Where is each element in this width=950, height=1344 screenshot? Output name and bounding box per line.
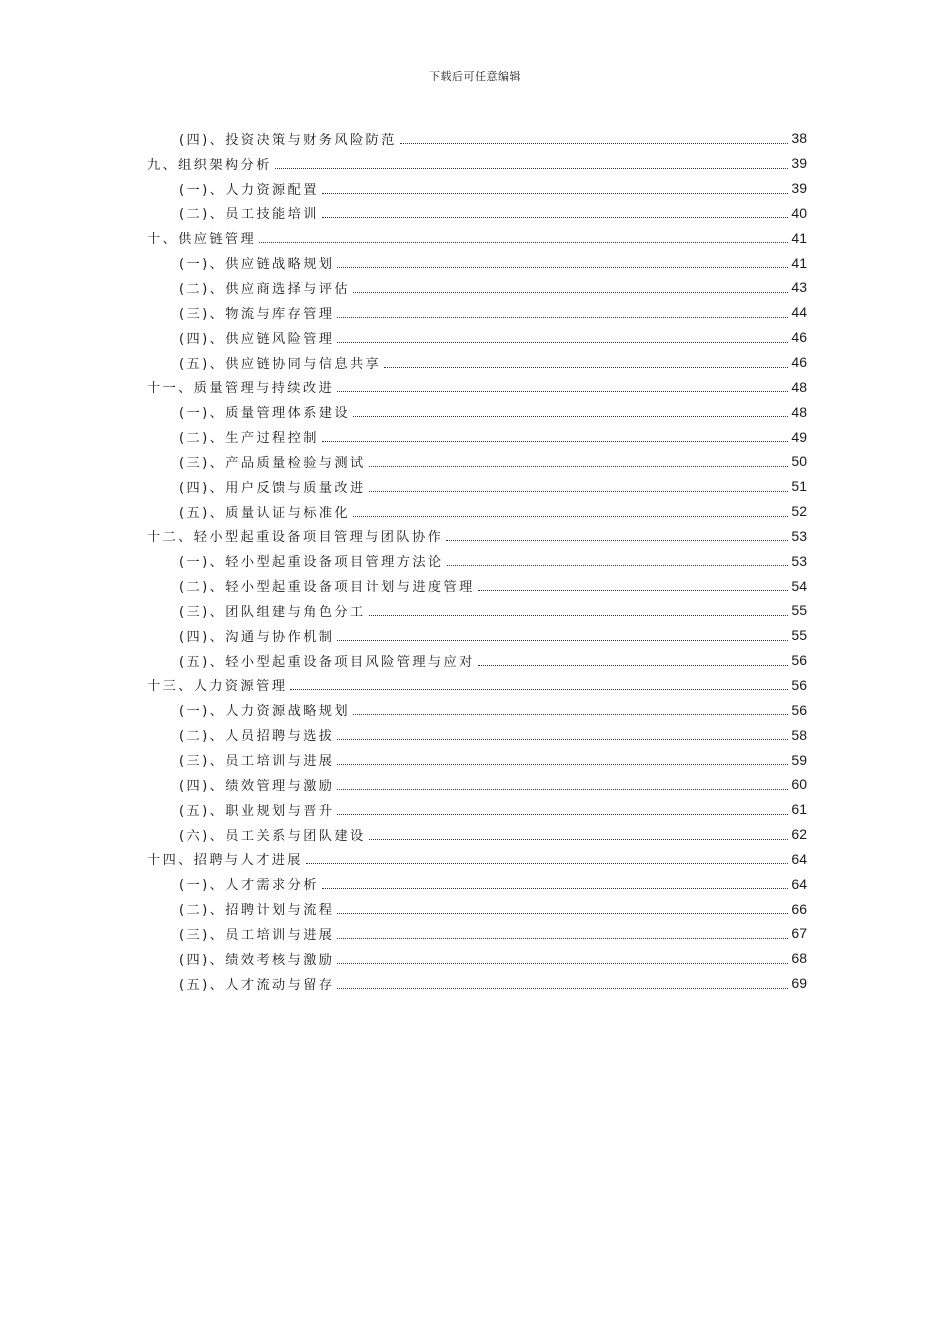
toc-section-entry[interactable] [147,871,807,896]
toc-entry-label: (四)、供应链风险管理 [179,331,335,347]
toc-chapter-entry[interactable] [147,374,807,399]
toc-section-entry[interactable] [147,449,807,474]
toc-page-number: 50 [791,453,807,470]
toc-page-number: 66 [791,900,807,917]
toc-entry-label: 十、供应链管理 [147,232,257,248]
toc-dot-leader [337,938,788,939]
toc-dot-leader [275,168,789,169]
toc-chapter-entry[interactable] [147,846,807,871]
toc-section-entry[interactable] [147,822,807,847]
toc-dot-leader [337,764,788,765]
toc-dot-leader [353,516,788,517]
toc-entry-label: (二)、招聘计划与流程 [179,903,335,919]
toc-dot-leader [369,839,789,840]
toc-entry-label: (三)、员工培训与进展 [179,927,335,943]
toc-page-number: 39 [791,180,807,197]
toc-entry-label: (五)、职业规划与晋升 [179,803,335,819]
toc-entry-label: 十二、轻小型起重设备项目管理与团队协作 [147,530,444,546]
toc-entry-label: (三)、员工培训与进展 [179,754,335,770]
toc-page-number: 55 [791,602,807,619]
page-header-note: 下载后可任意编辑 [429,70,521,83]
toc-dot-leader [337,913,788,914]
toc-section-entry[interactable] [147,598,807,623]
toc-section-entry[interactable] [147,350,807,375]
toc-page-number: 44 [791,304,807,321]
toc-page-number: 46 [791,329,807,346]
toc-entry-label: (二)、员工技能培训 [179,207,319,223]
toc-page-number: 56 [791,652,807,669]
toc-dot-leader [446,540,788,541]
toc-dot-leader [384,367,788,368]
toc-page-number: 40 [791,204,807,221]
toc-page-number: 61 [791,801,807,818]
toc-entry-label: 十一、质量管理与持续改进 [147,381,335,397]
toc-section-entry[interactable] [147,623,807,648]
toc-dot-leader [400,143,789,144]
toc-section-entry[interactable] [147,548,807,573]
toc-page-number: 49 [791,428,807,445]
toc-section-entry[interactable] [147,797,807,822]
toc-dot-leader [337,640,788,641]
toc-dot-leader [322,888,789,889]
toc-entry-label: (一)、人力资源战略规划 [179,704,350,720]
toc-entry-label: (二)、人员招聘与选拔 [179,729,335,745]
toc-dot-leader [322,441,789,442]
toc-entry-label: (二)、轻小型起重设备项目计划与进度管理 [179,580,475,596]
toc-page-number: 43 [791,279,807,296]
toc-page-number: 41 [791,254,807,271]
toc-page-number: 69 [791,975,807,992]
toc-dot-leader [478,665,789,666]
toc-dot-leader [337,988,788,989]
toc-dot-leader [353,292,788,293]
toc-entry-label: (一)、质量管理体系建设 [179,406,350,422]
toc-section-entry[interactable] [147,971,807,996]
toc-entry-label: (五)、人才流动与留存 [179,977,335,993]
toc-page-number: 39 [791,155,807,172]
toc-section-entry[interactable] [147,573,807,598]
toc-section-entry[interactable] [147,896,807,921]
toc-section-entry[interactable] [147,697,807,722]
toc-dot-leader [290,689,788,690]
toc-entry-label: (四)、绩效考核与激励 [179,952,335,968]
toc-chapter-entry[interactable] [147,673,807,698]
toc-entry-label: (一)、人力资源配置 [179,182,319,198]
toc-page-number: 48 [791,378,807,395]
toc-page-number: 62 [791,826,807,843]
toc-page-number: 60 [791,776,807,793]
toc-entry-label: (三)、物流与库存管理 [179,306,335,322]
toc-dot-leader [369,491,789,492]
toc-page-number: 64 [791,875,807,892]
toc-dot-leader [259,242,788,243]
toc-page-number: 48 [791,403,807,420]
toc-dot-leader [322,193,789,194]
toc-entry-label: (五)、供应链协同与信息共享 [179,356,382,372]
toc-dot-leader [337,391,788,392]
toc-entry-label: (三)、产品质量检验与测试 [179,455,366,471]
toc-dot-leader [322,217,789,218]
toc-section-entry[interactable] [147,499,807,524]
toc-dot-leader [369,466,789,467]
toc-entry-label: (四)、用户反馈与质量改进 [179,480,366,496]
toc-dot-leader [337,342,788,343]
toc-section-entry[interactable] [147,399,807,424]
table-of-contents [147,126,807,996]
toc-entry-label: (五)、轻小型起重设备项目风险管理与应对 [179,654,475,670]
toc-page-number: 67 [791,925,807,942]
toc-section-entry[interactable] [147,921,807,946]
toc-page-number: 55 [791,627,807,644]
toc-section-entry[interactable] [147,250,807,275]
toc-page-number: 68 [791,950,807,967]
toc-page-number: 41 [791,229,807,246]
toc-entry-label: (一)、轻小型起重设备项目管理方法论 [179,555,444,571]
toc-dot-leader [337,317,788,318]
toc-page-number: 54 [791,577,807,594]
toc-entry-label: (一)、供应链战略规划 [179,257,335,273]
toc-entry-label: (六)、员工关系与团队建设 [179,828,366,844]
toc-section-entry[interactable] [147,325,807,350]
toc-page-number: 64 [791,850,807,867]
toc-section-entry[interactable] [147,126,807,151]
toc-dot-leader [337,739,788,740]
toc-dot-leader [337,267,788,268]
toc-section-entry[interactable] [147,772,807,797]
toc-chapter-entry[interactable] [147,524,807,549]
toc-dot-leader [353,416,788,417]
toc-dot-leader [353,714,788,715]
toc-section-entry[interactable] [147,747,807,772]
toc-page-number: 59 [791,751,807,768]
toc-entry-label: (四)、投资决策与财务风险防范 [179,132,397,148]
toc-entry-label: (二)、供应商选择与评估 [179,281,350,297]
toc-page-number: 38 [791,130,807,147]
toc-chapter-entry[interactable] [147,151,807,176]
toc-section-entry[interactable] [147,300,807,325]
toc-dot-leader [369,615,789,616]
toc-section-entry[interactable] [147,176,807,201]
toc-section-entry[interactable] [147,424,807,449]
toc-entry-label: (五)、质量认证与标准化 [179,505,350,521]
toc-page-number: 52 [791,503,807,520]
toc-section-entry[interactable] [147,275,807,300]
toc-entry-label: 十四、招聘与人才进展 [147,853,303,869]
toc-section-entry[interactable] [147,722,807,747]
toc-dot-leader [337,963,788,964]
toc-dot-leader [306,863,789,864]
toc-entry-label: 十三、人力资源管理 [147,679,288,695]
toc-page-number: 56 [791,701,807,718]
toc-section-entry[interactable] [147,648,807,673]
toc-page-number: 53 [791,527,807,544]
toc-page-number: 58 [791,726,807,743]
toc-chapter-entry[interactable] [147,225,807,250]
toc-entry-label: (二)、生产过程控制 [179,431,319,447]
toc-entry-label: (四)、沟通与协作机制 [179,629,335,645]
toc-page-number: 51 [791,478,807,495]
toc-entry-label: 九、组织架构分析 [147,157,272,173]
toc-dot-leader [447,565,789,566]
toc-entry-label: (一)、人才需求分析 [179,878,319,894]
toc-dot-leader [337,814,788,815]
toc-entry-label: (三)、团队组建与角色分工 [179,604,366,620]
toc-page-number: 46 [791,354,807,371]
toc-page-number: 53 [791,552,807,569]
toc-section-entry[interactable] [147,474,807,499]
toc-page-number: 56 [791,676,807,693]
toc-entry-label: (四)、绩效管理与激励 [179,778,335,794]
toc-dot-leader [478,590,789,591]
toc-dot-leader [337,789,788,790]
toc-section-entry[interactable] [147,946,807,971]
toc-section-entry[interactable] [147,201,807,226]
